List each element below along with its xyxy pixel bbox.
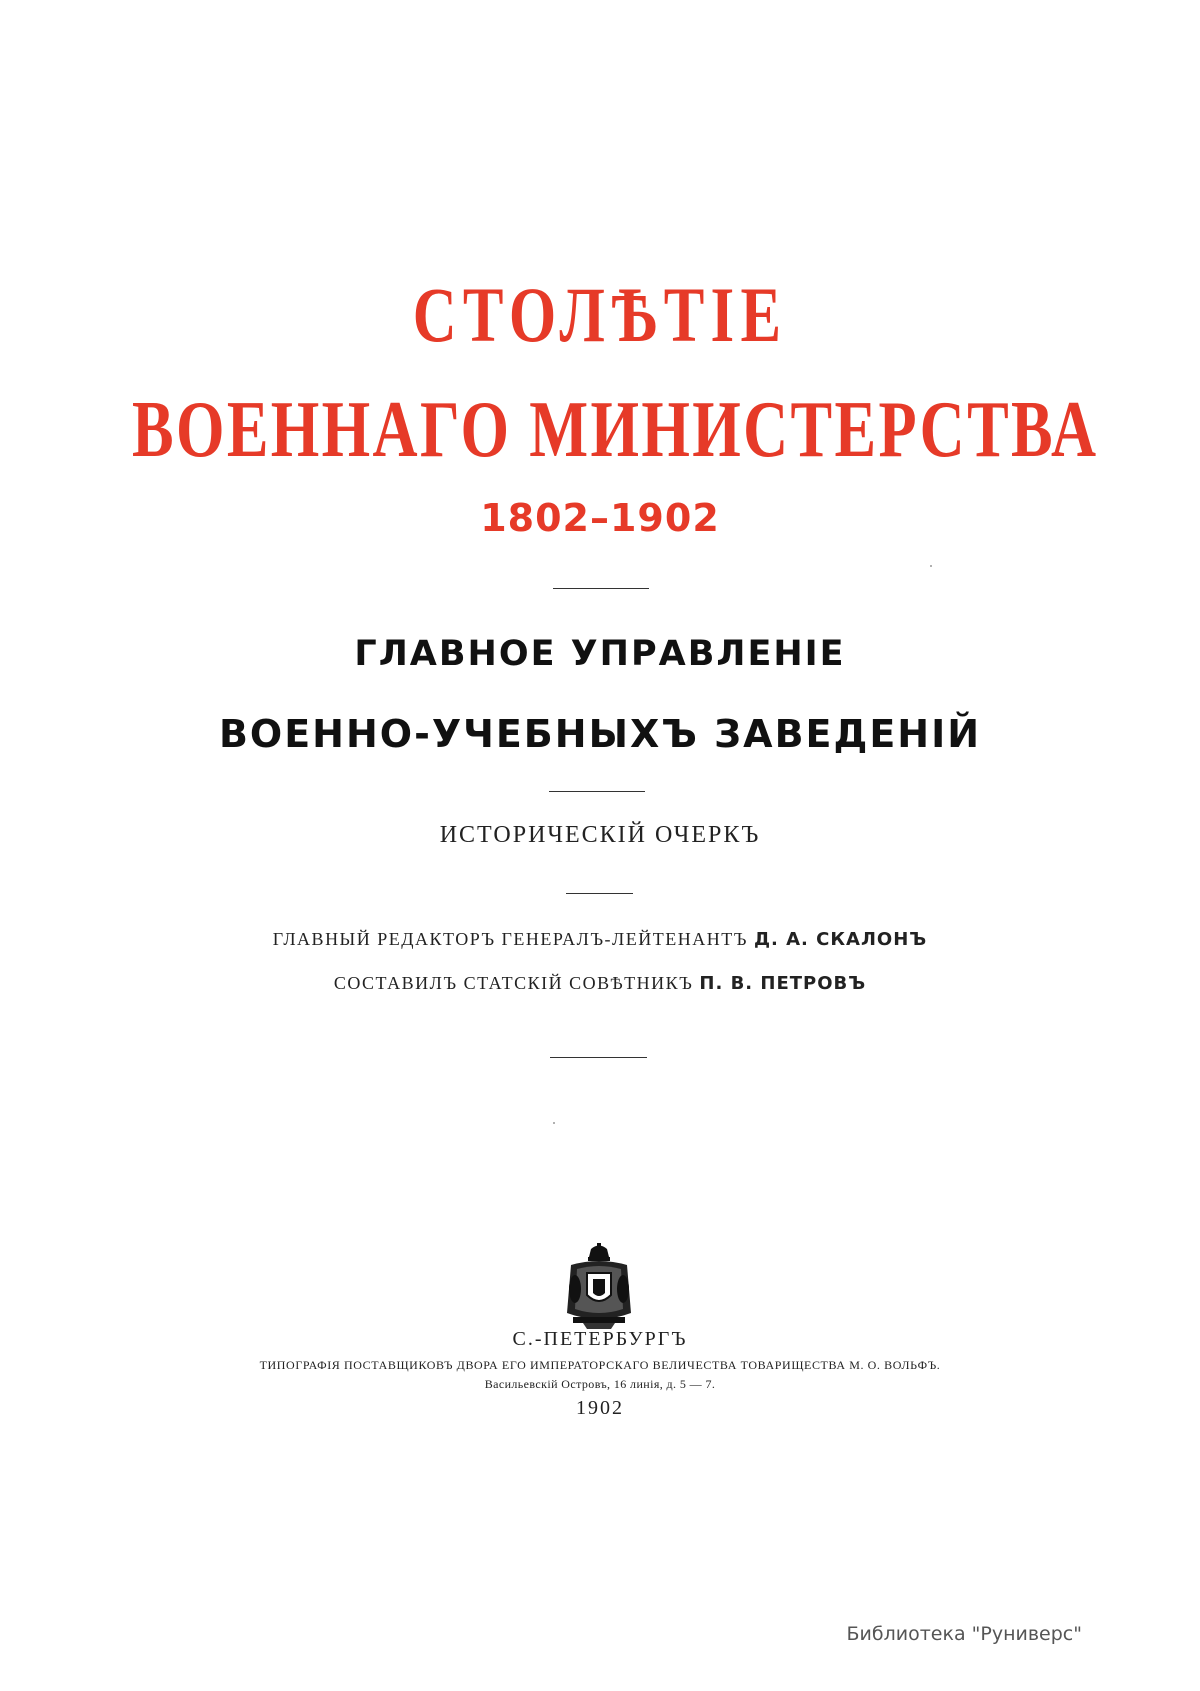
editor-role: ГЛАВНЫЙ РЕДАКТОРЪ ГЕНЕРАЛЪ-ЛЕЙТЕНАНТЪ (272, 929, 748, 949)
main-title-line-2: ВОЕННАГО МИНИСТЕРСТВА (132, 386, 1099, 474)
library-watermark: Библиотека "Руниверс" (846, 1623, 1082, 1645)
subtitle-line-2: ВОЕННО-УЧЕБНЫХЪ ЗАВЕДЕНІЙ (218, 712, 982, 756)
divider-rule (550, 1057, 647, 1058)
title-years: 1802–1902 (480, 496, 720, 540)
main-title-line-1: СТОЛѢТІЕ (412, 271, 788, 358)
compiler-role: СОСТАВИЛЪ СТАТСКІЙ СОВѢТНИКЪ (333, 973, 694, 993)
divider-rule (553, 588, 649, 589)
imprint-address: Васильевскій Островъ, 16 линія, д. 5 — 7. (484, 1377, 716, 1391)
imprint-printer: ТИПОГРАФІЯ ПОСТАВЩИКОВЪ ДВОРА ЕГО ИМПЕРАТОРСКАГО ВЕЛИЧЕСТВА ТОВАРИЩЕСТВА М. О. ВОЛЬФЪ. (259, 1358, 941, 1372)
compiler-credit (0, 973, 1200, 994)
essay-label: ИСТОРИЧЕСКІЙ ОЧЕРКЪ (439, 822, 761, 848)
compiler-name: П. В. ПЕТРОВЪ (699, 973, 867, 994)
editor-credit (0, 929, 1200, 950)
divider-rule (549, 791, 645, 792)
divider-rule (566, 893, 633, 894)
imprint-year: 1902 (576, 1397, 624, 1419)
imprint-city: С.-ПЕТЕРБУРГЪ (512, 1328, 688, 1350)
paper-speck (930, 565, 932, 567)
subtitle-line-1: ГЛАВНОЕ УПРАВЛЕНІЕ (354, 634, 846, 674)
editor-name: Д. А. СКАЛОНЪ (753, 929, 928, 950)
paper-speck (553, 1122, 555, 1124)
coat-of-arms-icon (563, 1243, 635, 1329)
